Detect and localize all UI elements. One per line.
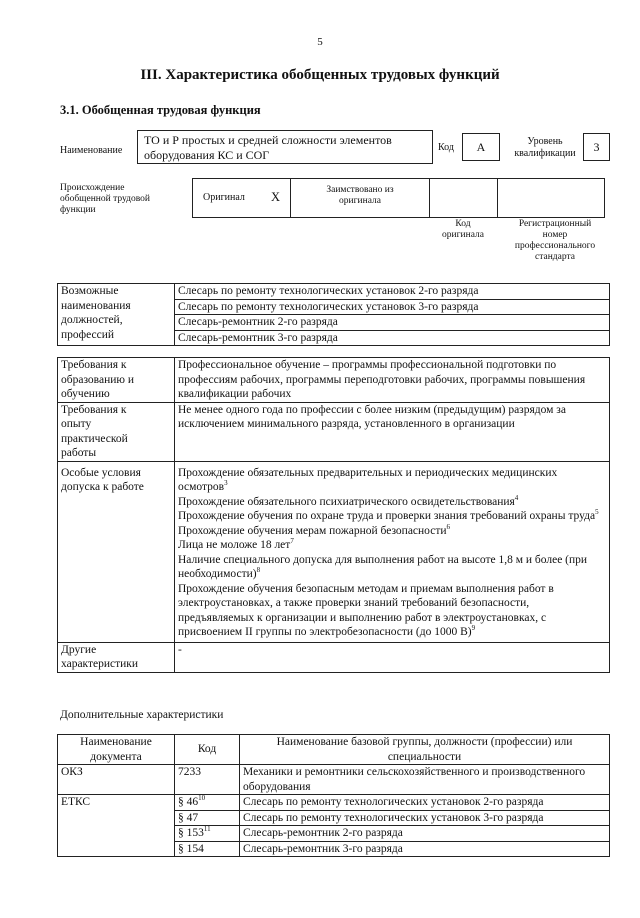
experience-label-line: работы [61, 447, 97, 459]
col-doc-header-line: Наименование [80, 736, 152, 748]
row-code [175, 810, 240, 826]
special-item-text: Наличие специального допуска для выполнения работ на высоте 1,8 м и более (при необходимости) [178, 553, 588, 580]
row-code [175, 826, 240, 842]
special-item-text: Прохождение обучения мерам пожарной безопасности [178, 524, 447, 537]
reg-caption-line2: номер [542, 230, 568, 240]
subsection-title: 3.1. Обобщенная трудовая функция [60, 103, 261, 117]
positions-label-line: должностей, [61, 314, 123, 326]
special-item [178, 582, 606, 640]
requirements-table [57, 357, 610, 673]
original-label: Оригинал [203, 192, 245, 203]
row-doc: ЕТКС [58, 795, 175, 857]
code-caption-line2: оригинала [442, 230, 484, 240]
footnote-ref: 11 [203, 825, 211, 834]
row-name: Слесарь по ремонту технологических установок 3-го разряда [240, 810, 610, 826]
name-value-line1: ТО и Р простых и средней сложности элементов [144, 133, 392, 147]
experience-label-line: опыту [61, 418, 92, 430]
name-label: Наименование [60, 145, 123, 156]
reg-caption-line1: Регистрационный [518, 219, 592, 229]
row-code-text: § 47 [178, 811, 199, 824]
positions-label-line: наименования [61, 299, 131, 312]
origin-label-line2: обобщенной трудовой [60, 194, 150, 204]
row-code-text: § 154 [178, 842, 204, 855]
education-value: Профессиональное обучение – программы профессиональной подготовки по профессиям рабочих, программы переподготовки рабочих, программы повышения квалификации рабочих [175, 358, 610, 403]
row-code [175, 841, 240, 857]
level-label-line1: Уровень [527, 136, 563, 147]
other-label-line: Другие [61, 643, 97, 656]
positions-table [57, 283, 610, 346]
positions-label-line: профессий [61, 328, 115, 341]
origin-label [60, 183, 150, 216]
special-label-line: Особые условия [61, 466, 141, 479]
special-item-text: Прохождение обязательных предварительных и периодических медицинских осмотров [178, 466, 558, 493]
col-doc-header-line: документа [90, 750, 142, 763]
special-item-text: Прохождение обучения по охране труда и проверки знания требований охраны труда [178, 510, 596, 522]
education-label-line: образованию и [61, 373, 134, 386]
special-item [178, 538, 606, 553]
table-row [58, 795, 610, 811]
experience-label-line: практической [61, 432, 128, 445]
borrowed-line2: оригинала [339, 196, 381, 206]
col-name-header: Наименование базовой группы, должности (профессии) или специальности [240, 735, 610, 765]
special-item-text: Прохождение обучения безопасным методам и приемам выполнения работ в электроустановках, а также проверки знаний требований безопасности, предъявляемых к организации и выполнению работ в электроустановках, с присвоением II группы по электробезопасности (до 1000 В) [178, 582, 554, 638]
other-label-line: характеристики [61, 658, 139, 670]
reg-caption [505, 219, 605, 263]
other-value: - [175, 642, 610, 672]
section-title: III. Характеристика обобщенных трудовых функций [140, 67, 500, 83]
positions-list [175, 284, 610, 346]
divider [290, 178, 291, 218]
borrowed-label [293, 185, 427, 207]
special-item [178, 524, 606, 539]
special-item-text: Прохождение обязательного психиатрического освидетельствования [178, 495, 515, 508]
education-label-line: Требования к [61, 359, 127, 371]
special-item [178, 553, 606, 582]
education-label-line: обучению [61, 388, 110, 400]
row-name: Слесарь-ремонтник 3-го разряда [240, 841, 610, 857]
origin-label-line1: Происхождение [60, 183, 125, 193]
education-label [58, 358, 175, 403]
level-label-line2: квалификации [514, 148, 576, 159]
additional-table [57, 734, 610, 857]
origin-box [192, 178, 605, 218]
level-label [505, 136, 585, 160]
positions-label [58, 284, 175, 346]
special-item-text: Лица не моложе 18 лет [178, 539, 291, 551]
borrowed-line1: Заимствовано из [326, 185, 394, 195]
special-item [178, 466, 606, 495]
experience-label-line: Требования к [61, 403, 127, 416]
special-label [58, 461, 175, 642]
code-caption [432, 219, 494, 241]
position-item: Слесарь-ремонтник 2-го разряда [175, 315, 609, 331]
name-value-line2: оборудования КС и СОГ [144, 148, 270, 162]
position-item: Слесарь-ремонтник 3-го разряда [178, 331, 338, 344]
positions-label-line: Возможные [61, 285, 119, 297]
row-name: Слесарь-ремонтник 2-го разряда [240, 826, 610, 842]
divider [429, 178, 430, 218]
position-item: Слесарь по ремонту технологических установок 3-го разряда [175, 300, 609, 316]
special-label-line: допуска к работе [61, 481, 144, 493]
footnote-ref: 9 [471, 624, 476, 633]
row-name: Слесарь по ремонту технологических установок 2-го разряда [240, 795, 610, 811]
footnote-ref: 6 [446, 522, 451, 531]
special-item [178, 509, 606, 524]
name-value-box [137, 130, 433, 164]
page-number: 5 [317, 36, 323, 48]
footnote-ref: 5 [595, 508, 599, 517]
reg-caption-line4: стандарта [535, 252, 575, 262]
original-mark: X [271, 190, 281, 204]
code-value: А [462, 133, 500, 161]
footnote-ref: 10 [198, 794, 206, 803]
col-code-header: Код [175, 735, 240, 765]
footnote-ref: 4 [514, 493, 519, 502]
row-code-text: § 153 [178, 827, 204, 839]
col-doc-header [58, 735, 175, 765]
footnote-ref: 3 [224, 479, 228, 488]
position-item: Слесарь по ремонту технологических установок 2-го разряда [175, 284, 609, 300]
code-caption-line1: Код [455, 219, 471, 229]
row-code-text: 7233 [178, 766, 201, 778]
row-doc: ОКЗ [58, 765, 175, 795]
row-code [175, 765, 240, 795]
table-row [58, 765, 610, 795]
experience-value: Не менее одного года по профессии с более низким (предыдущим) разрядом за исключением минимального разряда, установленного в организации [175, 402, 610, 461]
reg-caption-line3: профессионального [514, 241, 596, 251]
experience-label [58, 402, 175, 461]
origin-label-line3: функции [60, 205, 96, 215]
row-code-text: § 46 [178, 796, 199, 808]
row-name: Механики и ремонтники сельскохозяйственного и производственного оборудования [240, 765, 610, 795]
special-conditions [175, 461, 610, 642]
divider [497, 178, 498, 218]
row-code [175, 795, 240, 811]
other-label [58, 642, 175, 672]
additional-title: Дополнительные характеристики [60, 709, 224, 721]
level-value: 3 [583, 133, 610, 161]
special-item [178, 495, 606, 510]
footnote-ref: 8 [256, 566, 261, 575]
footnote-ref: 7 [290, 537, 294, 546]
code-label: Код [438, 142, 454, 153]
